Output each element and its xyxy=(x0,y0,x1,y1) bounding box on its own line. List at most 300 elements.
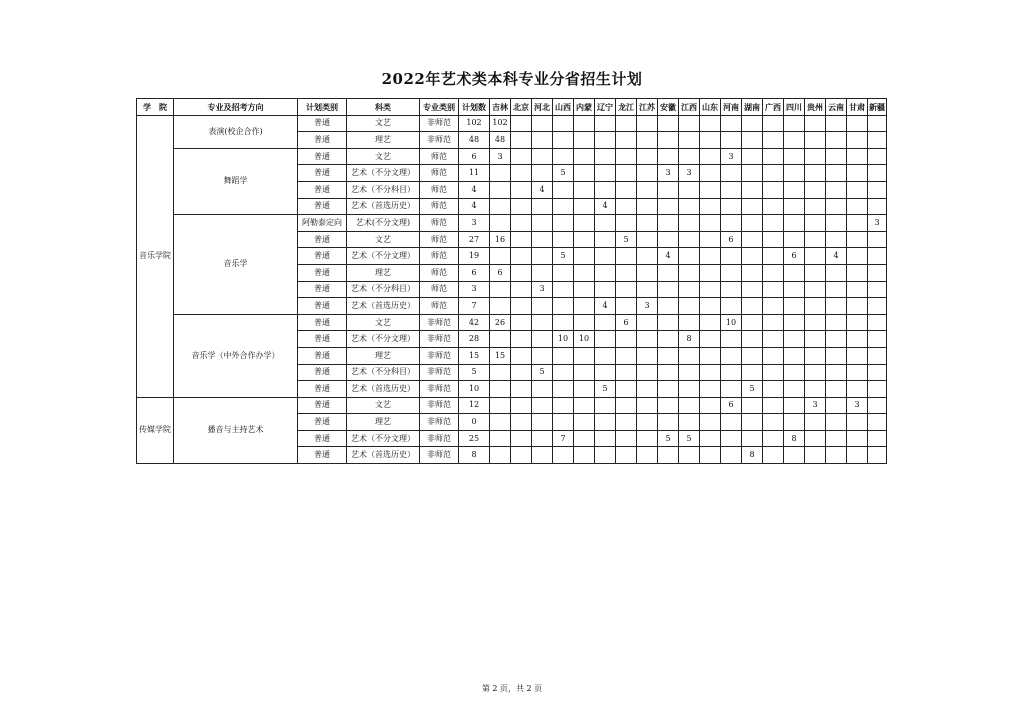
province-cell xyxy=(826,298,847,315)
province-cell: 6 xyxy=(490,264,511,281)
province-cell xyxy=(763,314,784,331)
province-cell xyxy=(595,181,616,198)
plan-count-cell: 28 xyxy=(459,331,490,348)
province-cell xyxy=(742,215,763,232)
province-cell xyxy=(700,198,721,215)
plan-count-cell: 11 xyxy=(459,165,490,182)
province-cell xyxy=(490,198,511,215)
plan-type-cell: 普通 xyxy=(298,115,347,132)
plan-count-cell: 15 xyxy=(459,347,490,364)
subject-cell: 艺术（不分科目） xyxy=(347,364,420,381)
plan-type-cell: 普通 xyxy=(298,447,347,464)
province-cell xyxy=(511,231,532,248)
table-row xyxy=(137,314,887,331)
plan-type-cell: 普通 xyxy=(298,414,347,431)
province-cell xyxy=(763,115,784,132)
province-cell: 102 xyxy=(490,115,511,132)
province-cell xyxy=(763,231,784,248)
province-cell xyxy=(616,165,637,182)
province-cell xyxy=(511,347,532,364)
province-cell xyxy=(805,347,826,364)
province-cell xyxy=(637,281,658,298)
province-cell xyxy=(679,414,700,431)
province-cell xyxy=(826,397,847,414)
province-cell: 10 xyxy=(721,314,742,331)
major-type-cell: 师范 xyxy=(420,148,459,165)
province-cell xyxy=(658,231,679,248)
province-cell xyxy=(805,264,826,281)
province-cell xyxy=(826,165,847,182)
province-cell xyxy=(763,430,784,447)
province-cell xyxy=(784,314,805,331)
subject-cell: 文艺 xyxy=(347,397,420,414)
province-cell xyxy=(679,397,700,414)
province-cell xyxy=(532,115,553,132)
province-cell xyxy=(511,132,532,149)
province-cell xyxy=(490,298,511,315)
province-cell xyxy=(616,264,637,281)
province-cell xyxy=(616,397,637,414)
major-cell: 舞蹈学 xyxy=(174,148,298,214)
province-cell: 48 xyxy=(490,132,511,149)
province-cell xyxy=(532,347,553,364)
province-cell xyxy=(532,414,553,431)
province-cell xyxy=(805,381,826,398)
province-cell xyxy=(847,347,868,364)
province-cell xyxy=(763,397,784,414)
province-cell xyxy=(868,430,887,447)
province-cell xyxy=(805,148,826,165)
province-cell: 5 xyxy=(595,381,616,398)
major-type-cell: 非师范 xyxy=(420,115,459,132)
major-type-cell: 非师范 xyxy=(420,132,459,149)
province-cell xyxy=(658,381,679,398)
major-cell: 音乐学（中外合作办学） xyxy=(174,314,298,397)
province-cell xyxy=(826,447,847,464)
province-cell: 8 xyxy=(742,447,763,464)
plan-count-cell: 8 xyxy=(459,447,490,464)
province-cell xyxy=(742,364,763,381)
plan-count-cell: 6 xyxy=(459,264,490,281)
major-type-cell: 非师范 xyxy=(420,314,459,331)
major-type-cell: 师范 xyxy=(420,264,459,281)
plan-count-cell: 42 xyxy=(459,314,490,331)
province-cell xyxy=(826,132,847,149)
province-cell xyxy=(742,414,763,431)
header-province: 甘肃 xyxy=(847,99,868,116)
header-province: 北京 xyxy=(511,99,532,116)
plan-type-cell: 普通 xyxy=(298,264,347,281)
plan-count-cell: 12 xyxy=(459,397,490,414)
province-cell xyxy=(721,281,742,298)
header-province: 辽宁 xyxy=(595,99,616,116)
province-cell xyxy=(742,264,763,281)
header-college: 学 院 xyxy=(137,99,174,116)
province-cell xyxy=(553,198,574,215)
header-province: 山西 xyxy=(553,99,574,116)
province-cell xyxy=(490,331,511,348)
province-cell xyxy=(595,414,616,431)
province-cell xyxy=(700,414,721,431)
province-cell xyxy=(742,397,763,414)
header-province: 广西 xyxy=(763,99,784,116)
plan-type-cell: 普通 xyxy=(298,430,347,447)
province-cell xyxy=(658,264,679,281)
major-type-cell: 师范 xyxy=(420,215,459,232)
province-cell xyxy=(847,132,868,149)
province-cell xyxy=(721,198,742,215)
province-cell xyxy=(532,248,553,265)
province-cell xyxy=(763,414,784,431)
province-cell xyxy=(700,115,721,132)
province-cell xyxy=(826,231,847,248)
province-cell xyxy=(511,430,532,447)
province-cell xyxy=(658,281,679,298)
province-cell xyxy=(868,381,887,398)
province-cell xyxy=(553,397,574,414)
province-cell xyxy=(805,231,826,248)
province-cell xyxy=(595,132,616,149)
province-cell xyxy=(679,314,700,331)
province-cell xyxy=(679,298,700,315)
province-cell xyxy=(721,181,742,198)
province-cell: 10 xyxy=(553,331,574,348)
province-cell xyxy=(742,165,763,182)
province-cell xyxy=(637,397,658,414)
province-cell xyxy=(637,198,658,215)
province-cell xyxy=(763,132,784,149)
province-cell xyxy=(574,397,595,414)
province-cell: 3 xyxy=(532,281,553,298)
province-cell xyxy=(679,281,700,298)
province-cell: 8 xyxy=(679,331,700,348)
province-cell xyxy=(553,132,574,149)
province-cell xyxy=(700,347,721,364)
province-cell xyxy=(532,314,553,331)
province-cell xyxy=(595,397,616,414)
province-cell: 3 xyxy=(490,148,511,165)
province-cell xyxy=(595,248,616,265)
province-cell xyxy=(868,248,887,265)
province-cell xyxy=(784,264,805,281)
province-cell xyxy=(826,347,847,364)
province-cell xyxy=(700,447,721,464)
province-cell xyxy=(637,148,658,165)
province-cell xyxy=(637,430,658,447)
province-cell xyxy=(574,314,595,331)
page-title: 2022年艺术类本科专业分省招生计划 xyxy=(381,70,643,88)
province-cell xyxy=(574,447,595,464)
header-plan-type: 计划类别 xyxy=(298,99,347,116)
province-cell xyxy=(763,331,784,348)
plan-type-cell: 普通 xyxy=(298,381,347,398)
province-cell xyxy=(868,414,887,431)
major-cell: 播音与主持艺术 xyxy=(174,397,298,463)
province-cell xyxy=(595,148,616,165)
province-cell xyxy=(511,298,532,315)
plan-type-cell: 普通 xyxy=(298,231,347,248)
page-footer: 第 2 页，共 2 页 xyxy=(481,684,543,693)
subject-cell: 艺术(不分文理) xyxy=(347,215,420,232)
province-cell xyxy=(784,447,805,464)
province-cell xyxy=(763,198,784,215)
province-cell xyxy=(763,248,784,265)
header-province: 河北 xyxy=(532,99,553,116)
province-cell xyxy=(826,148,847,165)
province-cell xyxy=(868,314,887,331)
province-cell xyxy=(868,115,887,132)
province-cell xyxy=(805,447,826,464)
province-cell xyxy=(574,414,595,431)
province-cell xyxy=(553,181,574,198)
province-cell xyxy=(700,314,721,331)
province-cell xyxy=(784,331,805,348)
plan-type-cell: 普通 xyxy=(298,132,347,149)
header-province: 云南 xyxy=(826,99,847,116)
header-province: 新疆 xyxy=(868,99,887,116)
province-cell xyxy=(826,115,847,132)
province-cell xyxy=(700,381,721,398)
province-cell xyxy=(700,148,721,165)
province-cell xyxy=(826,430,847,447)
province-cell xyxy=(511,281,532,298)
province-cell xyxy=(826,215,847,232)
province-cell xyxy=(637,347,658,364)
province-cell xyxy=(847,198,868,215)
province-cell xyxy=(763,347,784,364)
major-type-cell: 非师范 xyxy=(420,347,459,364)
province-cell xyxy=(511,264,532,281)
province-cell xyxy=(742,281,763,298)
province-cell xyxy=(847,181,868,198)
plan-type-cell: 普通 xyxy=(298,364,347,381)
province-cell xyxy=(721,132,742,149)
province-cell xyxy=(532,132,553,149)
province-cell xyxy=(721,165,742,182)
province-cell xyxy=(553,447,574,464)
plan-type-cell: 普通 xyxy=(298,347,347,364)
subject-cell: 文艺 xyxy=(347,314,420,331)
province-cell xyxy=(595,281,616,298)
province-cell xyxy=(679,381,700,398)
header-major: 专业及招考方向 xyxy=(174,99,298,116)
province-cell xyxy=(700,132,721,149)
province-cell xyxy=(826,381,847,398)
province-cell xyxy=(574,347,595,364)
province-cell xyxy=(805,248,826,265)
major-cell: 音乐学 xyxy=(174,215,298,315)
province-cell xyxy=(553,364,574,381)
province-cell xyxy=(805,115,826,132)
province-cell xyxy=(805,430,826,447)
province-cell: 5 xyxy=(532,364,553,381)
province-cell xyxy=(490,165,511,182)
province-cell xyxy=(490,181,511,198)
province-cell xyxy=(490,397,511,414)
province-cell xyxy=(511,215,532,232)
province-cell xyxy=(574,298,595,315)
province-cell xyxy=(532,430,553,447)
province-cell xyxy=(616,181,637,198)
province-cell xyxy=(616,148,637,165)
table-row xyxy=(137,148,887,165)
province-cell xyxy=(763,298,784,315)
province-cell: 5 xyxy=(616,231,637,248)
province-cell xyxy=(742,430,763,447)
province-cell: 10 xyxy=(574,331,595,348)
province-cell xyxy=(679,447,700,464)
major-type-cell: 非师范 xyxy=(420,430,459,447)
province-cell xyxy=(763,215,784,232)
province-cell xyxy=(658,414,679,431)
province-cell xyxy=(721,264,742,281)
plan-type-cell: 普通 xyxy=(298,165,347,182)
plan-count-cell: 3 xyxy=(459,281,490,298)
province-cell xyxy=(511,331,532,348)
province-cell xyxy=(700,331,721,348)
enrollment-plan-table xyxy=(136,98,887,464)
province-cell xyxy=(679,364,700,381)
province-cell xyxy=(595,231,616,248)
province-cell xyxy=(721,414,742,431)
province-cell xyxy=(574,165,595,182)
province-cell: 5 xyxy=(679,430,700,447)
province-cell xyxy=(595,347,616,364)
plan-count-cell: 19 xyxy=(459,248,490,265)
province-cell xyxy=(616,298,637,315)
province-cell xyxy=(700,264,721,281)
major-type-cell: 非师范 xyxy=(420,331,459,348)
province-cell xyxy=(553,298,574,315)
province-cell xyxy=(742,115,763,132)
province-cell xyxy=(805,181,826,198)
province-cell xyxy=(490,447,511,464)
province-cell xyxy=(574,231,595,248)
province-cell xyxy=(742,132,763,149)
province-cell: 16 xyxy=(490,231,511,248)
subject-cell: 艺术（不分文理） xyxy=(347,430,420,447)
province-cell xyxy=(532,215,553,232)
province-cell xyxy=(658,115,679,132)
province-cell xyxy=(868,397,887,414)
plan-count-cell: 0 xyxy=(459,414,490,431)
province-cell xyxy=(868,198,887,215)
subject-cell: 艺术（首选历史） xyxy=(347,447,420,464)
province-cell xyxy=(511,447,532,464)
province-cell xyxy=(700,281,721,298)
province-cell xyxy=(868,264,887,281)
province-cell xyxy=(847,115,868,132)
province-cell xyxy=(847,248,868,265)
table-row xyxy=(137,115,887,132)
major-type-cell: 师范 xyxy=(420,198,459,215)
province-cell xyxy=(784,215,805,232)
province-cell xyxy=(595,314,616,331)
province-cell xyxy=(616,331,637,348)
province-cell xyxy=(868,281,887,298)
province-cell xyxy=(658,447,679,464)
subject-cell: 艺术（首选历史） xyxy=(347,198,420,215)
province-cell xyxy=(616,132,637,149)
province-cell: 4 xyxy=(826,248,847,265)
major-type-cell: 师范 xyxy=(420,298,459,315)
header-subject: 科类 xyxy=(347,99,420,116)
province-cell: 3 xyxy=(658,165,679,182)
province-cell xyxy=(805,215,826,232)
province-cell xyxy=(511,198,532,215)
major-type-cell: 师范 xyxy=(420,248,459,265)
header-province: 吉林 xyxy=(490,99,511,116)
header-plan-count: 计划数 xyxy=(459,99,490,116)
province-cell xyxy=(574,281,595,298)
province-cell xyxy=(700,430,721,447)
province-cell xyxy=(616,198,637,215)
province-cell xyxy=(868,148,887,165)
province-cell xyxy=(763,181,784,198)
province-cell xyxy=(616,215,637,232)
province-cell xyxy=(826,414,847,431)
province-cell: 3 xyxy=(679,165,700,182)
province-cell xyxy=(574,248,595,265)
province-cell xyxy=(868,331,887,348)
province-cell xyxy=(511,414,532,431)
province-cell xyxy=(847,381,868,398)
province-cell xyxy=(574,364,595,381)
province-cell xyxy=(679,231,700,248)
province-cell xyxy=(658,347,679,364)
province-cell xyxy=(553,115,574,132)
province-cell xyxy=(553,148,574,165)
plan-type-cell: 普通 xyxy=(298,198,347,215)
province-cell xyxy=(721,248,742,265)
subject-cell: 文艺 xyxy=(347,231,420,248)
province-cell xyxy=(637,231,658,248)
plan-count-cell: 27 xyxy=(459,231,490,248)
province-cell: 3 xyxy=(868,215,887,232)
province-cell xyxy=(595,447,616,464)
province-cell xyxy=(805,314,826,331)
plan-type-cell: 普通 xyxy=(298,248,347,265)
subject-cell: 艺术（不分文理） xyxy=(347,331,420,348)
province-cell: 3 xyxy=(847,397,868,414)
province-cell xyxy=(700,181,721,198)
plan-count-cell: 48 xyxy=(459,132,490,149)
province-cell xyxy=(742,331,763,348)
province-cell xyxy=(826,364,847,381)
plan-count-cell: 25 xyxy=(459,430,490,447)
province-cell xyxy=(805,281,826,298)
province-cell xyxy=(784,298,805,315)
header-province: 河南 xyxy=(721,99,742,116)
header-province: 安徽 xyxy=(658,99,679,116)
province-cell xyxy=(658,364,679,381)
province-cell xyxy=(490,414,511,431)
plan-count-cell: 4 xyxy=(459,181,490,198)
province-cell xyxy=(763,447,784,464)
major-type-cell: 非师范 xyxy=(420,364,459,381)
province-cell xyxy=(532,331,553,348)
province-cell xyxy=(637,248,658,265)
province-cell xyxy=(784,181,805,198)
province-cell xyxy=(574,132,595,149)
province-cell xyxy=(637,414,658,431)
province-cell xyxy=(595,264,616,281)
province-cell: 5 xyxy=(553,165,574,182)
province-cell xyxy=(595,364,616,381)
plan-type-cell: 普通 xyxy=(298,298,347,315)
province-cell: 5 xyxy=(658,430,679,447)
province-cell xyxy=(616,115,637,132)
